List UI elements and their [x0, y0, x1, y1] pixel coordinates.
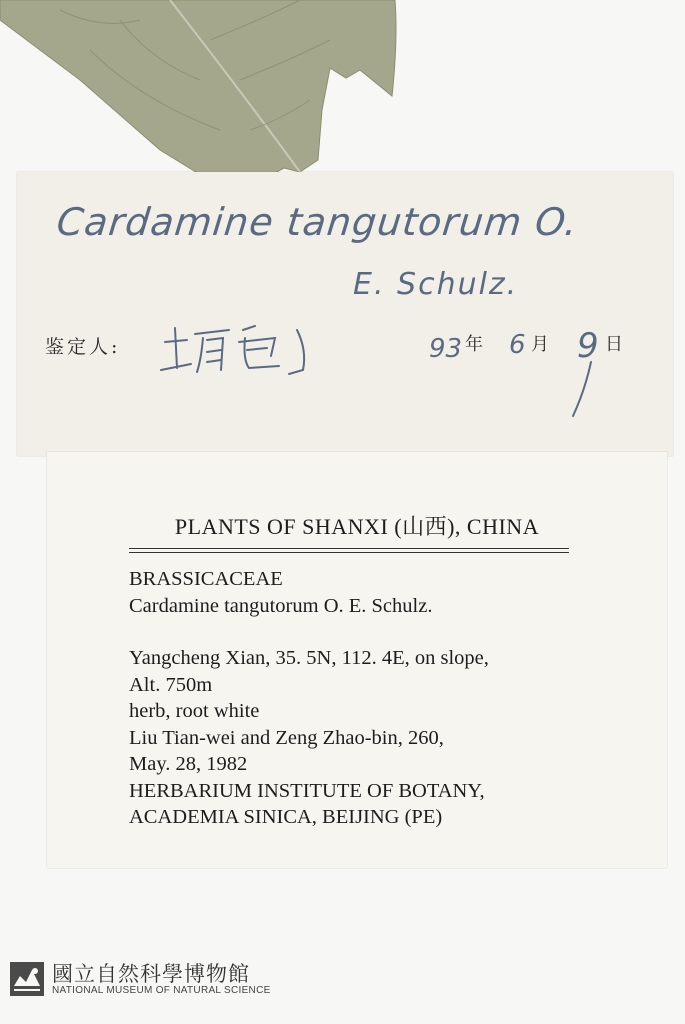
date-day-unit: 日 — [605, 334, 623, 355]
determined-name-line-1: Cardamine tangutorum O. — [54, 200, 581, 244]
label-text-block — [129, 566, 489, 831]
determiner-signature — [157, 320, 317, 380]
label-herbarium-line-2: ACADEMIA SINICA, BEIJING (PE) — [129, 806, 443, 828]
label-altitude: Alt. 750m — [129, 673, 213, 696]
leaf-specimen — [0, 0, 420, 190]
label-herbarium-line-1: HERBARIUM INSTITUTE OF BOTANY, — [129, 779, 485, 802]
determination-date — [427, 320, 647, 420]
label-title: PLANTS OF SHANXI (山西), CHINA — [174, 514, 540, 539]
label-species: Cardamine tangutorum O. E. Schulz. — [129, 594, 433, 617]
label-collectors: Liu Tian-wei and Zeng Zhao-bin, 260, — [129, 726, 444, 749]
determiner-label: 鉴定人: — [45, 336, 121, 358]
museum-name-english: NATIONAL MUSEUM OF NATURAL SCIENCE — [52, 985, 271, 996]
date-year: 93 — [429, 334, 463, 364]
label-habit: herb, root white — [129, 700, 260, 722]
date-month: 6 — [509, 330, 526, 360]
label-locality: Yangcheng Xian, 35. 5N, 112. 4E, on slope, — [129, 647, 489, 669]
determination-slip — [17, 172, 673, 456]
label-spacer — [129, 619, 489, 645]
day-tail-stroke — [567, 360, 597, 420]
label-family: BRASSICACEAE — [129, 568, 283, 590]
museum-footer — [10, 958, 310, 1002]
date-day: 9 — [577, 326, 599, 366]
date-month-unit: 月 — [531, 334, 549, 355]
label-date: May. 28, 1982 — [129, 753, 248, 775]
determined-name-line-2: E. Schulz. — [353, 267, 519, 302]
date-year-unit: 年 — [465, 334, 483, 355]
museum-name-chinese: 國立自然科學博物館 — [52, 962, 250, 986]
museum-logo-icon — [10, 962, 44, 996]
label-double-rule — [129, 548, 569, 553]
collection-label — [47, 452, 667, 868]
